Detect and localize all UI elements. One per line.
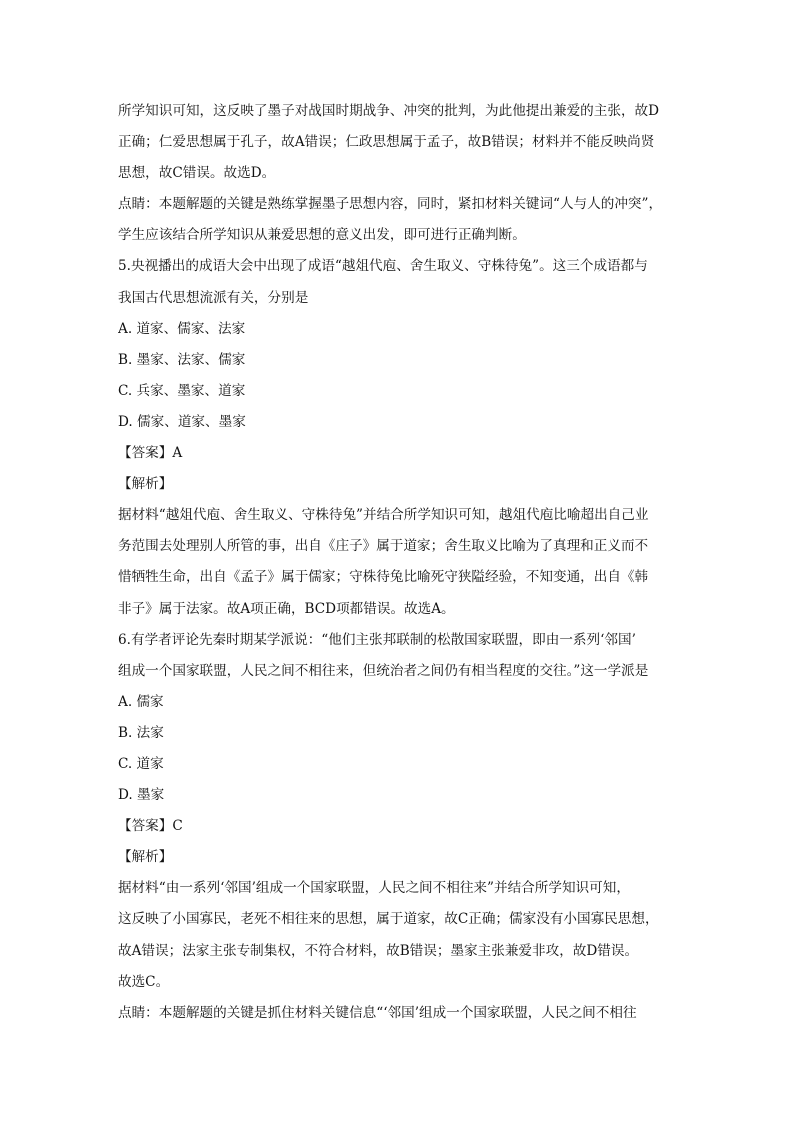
paragraph-line-explanation-q4: 正确；仁爱思想属于孔子，故A错误；仁政思想属于孟子，故B错误；材料并不能反映尚贤 xyxy=(118,134,655,151)
paragraph-line-explanation-q4: 思想，故C错误。故选D。 xyxy=(118,165,276,182)
question-6-option-b: B. 法家 xyxy=(118,724,164,741)
question-5-answer: 【答案】A xyxy=(118,445,183,462)
question-5-option-d: D. 儒家、道家、墨家 xyxy=(118,413,246,430)
question-5-analysis-heading: 【解析】 xyxy=(118,476,173,493)
note-line-q6: 点睛：本题解题的关键是抓住材料关键信息“‘邻国’组成一个国家联盟，人民之间不相往 xyxy=(118,1004,637,1021)
question-5-analysis-line: 惜牺牲生命，出自《孟子》属于儒家；守株待兔比喻死守狭隘经验，不知变通，出自《韩 xyxy=(118,569,649,586)
question-6-analysis-line: 故选C。 xyxy=(118,973,170,990)
question-6-option-d: D. 墨家 xyxy=(118,787,165,804)
question-5-option-b: B. 墨家、法家、儒家 xyxy=(118,351,246,368)
question-5-analysis-line: 据材料“越俎代庖、舍生取义、守株待兔”并结合所学知识可知，越俎代庖比喻超出自己业 xyxy=(118,507,649,524)
note-line-q4: 学生应该结合所学知识从兼爱思想的意义出发，即可进行正确判断。 xyxy=(118,227,526,244)
question-5-option-c: C. 兵家、墨家、道家 xyxy=(118,382,246,399)
question-6-stem: 组成一个国家联盟，人民之间不相往来，但统治者之间仍有相当程度的交往。”这一学派是 xyxy=(118,662,649,679)
question-6-answer: 【答案】C xyxy=(118,818,183,835)
question-6-analysis-line: 据材料“由一系列‘邻国’组成一个国家联盟，人民之间不相往来”并结合所学知识可知， xyxy=(118,880,630,897)
question-6-option-c: C. 道家 xyxy=(118,755,164,772)
question-5-stem: 5.央视播出的成语大会中出现了成语“越俎代庖、舍生取义、守株待兔”。这三个成语都与 xyxy=(118,258,648,275)
question-5-analysis-line: 务范围去处理别人所管的事，出自《庄子》属于道家；舍生取义比喻为了真理和正义而不 xyxy=(118,538,649,555)
paragraph-line-explanation-q4: 所学知识可知，这反映了墨子对战国时期战争、冲突的批判，为此他提出兼爱的主张，故D xyxy=(118,103,660,119)
question-6-stem: 6.有学者评论先秦时期某学派说：“他们主张邦联制的松散国家联盟，即由一系列‘邻国’ xyxy=(118,631,636,648)
question-6-analysis-line: 这反映了小国寡民，老死不相往来的思想，属于道家，故C正确；儒家没有小国寡民思想， xyxy=(118,911,659,928)
question-6-analysis-line: 故A错误；法家主张专制集权，不符合材料，故B错误；墨家主张兼爱非攻，故D错误。 xyxy=(118,942,639,959)
question-5-stem: 我国古代思想流派有关，分别是 xyxy=(118,289,309,306)
question-5-analysis-line: 非子》属于法家。故A项正确，BCD项都错误。故选A。 xyxy=(118,600,455,617)
note-line-q4: 点睛：本题解题的关键是熟练掌握墨子思想内容，同时，紧扣材料关键词“人与人的冲突”， xyxy=(118,196,663,213)
question-6-option-a: A. 儒家 xyxy=(118,693,164,710)
question-5-option-a: A. 道家、儒家、法家 xyxy=(118,320,246,337)
question-6-analysis-heading: 【解析】 xyxy=(118,849,173,866)
